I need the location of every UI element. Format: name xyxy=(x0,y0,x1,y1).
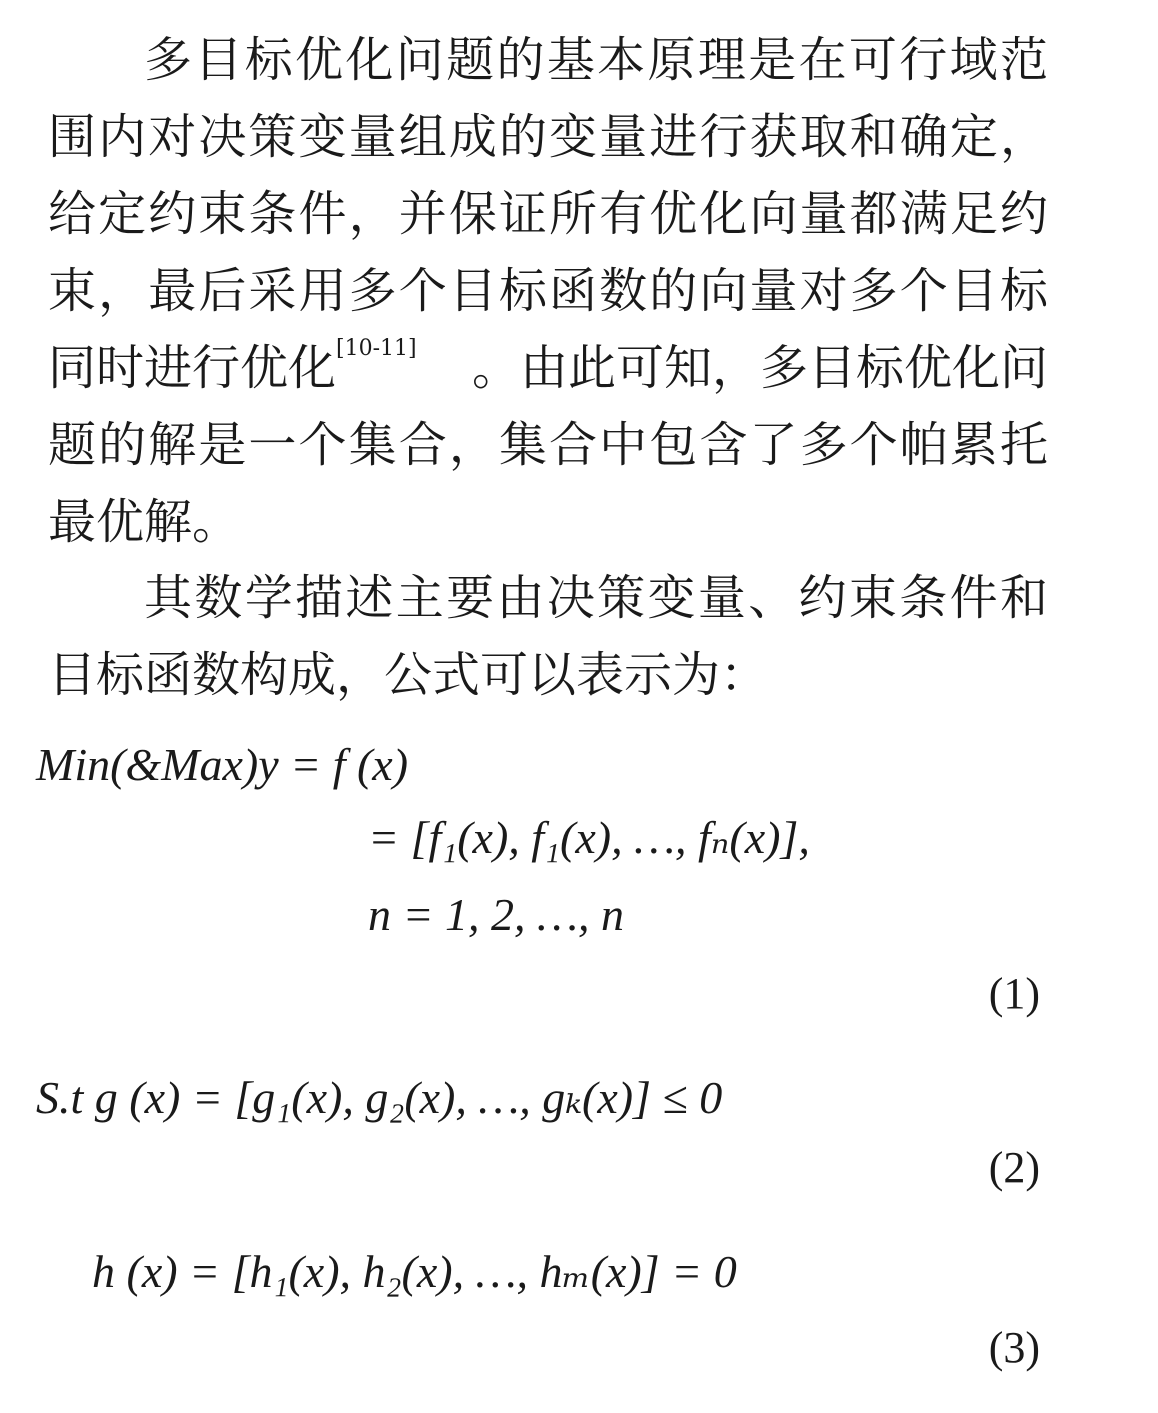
paragraph-description xyxy=(48,560,1048,714)
citation-ref[interactable]: [10-11] xyxy=(336,336,417,361)
equation-number-2: (2) xyxy=(988,1143,1040,1192)
text-line: 束，最后采用多个目标函数的向量对多个目标 xyxy=(48,263,1048,319)
text-line: 其数学描述主要由决策变量、约束条件和 xyxy=(144,570,1048,626)
text-line: 目标函数构成，公式可以表示为： xyxy=(48,647,769,703)
equation-number-1: (1) xyxy=(988,969,1040,1018)
equation-1-line-1: Min(&Max)y = f (x) xyxy=(36,739,409,790)
equation-2: S.t g (x) = [g₁(x), g₂(x), …, gₖ(x)] ≤ 0 xyxy=(36,1072,723,1123)
text-line: 围内对决策变量组成的变量进行获取和确定， xyxy=(48,109,1048,165)
equation-3: h (x) = [h₁(x), h₂(x), …, hₘ(x)] = 0 xyxy=(92,1246,737,1297)
paragraph-principle xyxy=(48,22,1048,561)
equation-1-line-3: n = 1, 2, …, n xyxy=(368,889,624,940)
equation-1-line-2: = [f₁(x), f₁(x), …, fₙ(x)], xyxy=(368,812,810,863)
text-line: 题的解是一个集合，集合中包含了多个帕累托 xyxy=(48,417,1048,473)
text-line: 给定约束条件，并保证所有优化向量都满足约 xyxy=(48,186,1048,242)
text-line: 最优解。 xyxy=(48,494,241,550)
text-line: 同时进行优化 [10-11] 。由此可知，多目标优化问 xyxy=(48,330,1048,407)
equation-number-3: (3) xyxy=(988,1323,1040,1372)
text-line: 多目标优化问题的基本原理是在可行域范 xyxy=(144,32,1048,88)
